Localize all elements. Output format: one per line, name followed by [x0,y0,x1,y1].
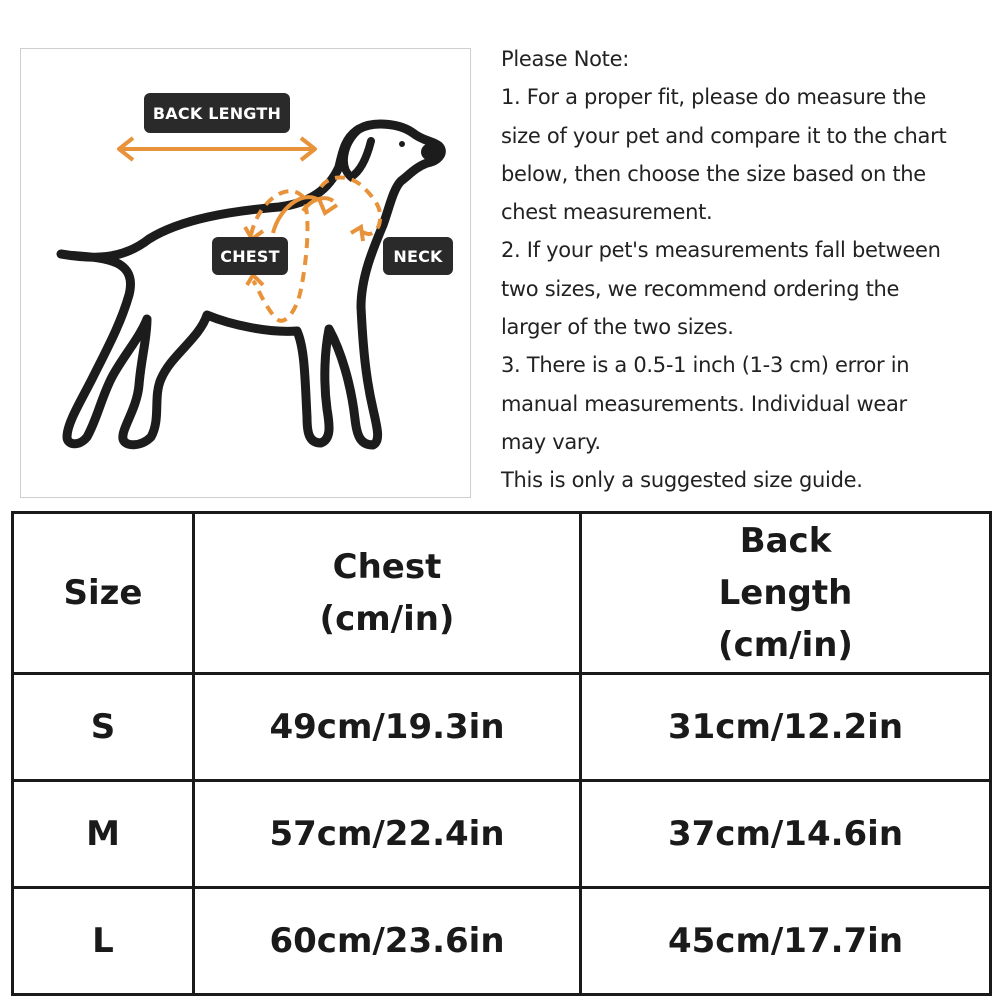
header-size: Size [13,513,194,674]
table-row [13,781,991,888]
cell-size: S [13,674,194,781]
cell-chest: 57cm/22.4in [194,781,581,888]
cell-back-length: 31cm/12.2in [581,674,991,781]
neck-label: NECK [383,237,453,275]
note-line: manual measurements. Individual wear [501,391,907,416]
note-line: chest measurement. [501,200,713,225]
table-row [13,674,991,781]
cell-size: L [13,888,194,995]
dog-eye [399,141,405,147]
note-line: This is only a suggested size guide. [501,468,863,493]
table-row [13,888,991,995]
cell-chest: 49cm/19.3in [194,674,581,781]
size-chart-table [11,511,992,996]
cell-back-length: 45cm/17.7in [581,888,991,995]
chest-label: CHEST [212,237,288,275]
note-line: Please Note: [501,47,630,71]
note-line: 1. For a proper fit, please do measure the [501,85,926,110]
dog-measurement-figure [20,48,471,498]
note-line: larger of the two sizes. [501,315,734,340]
cell-chest: 60cm/23.6in [194,888,581,995]
note-line: size of your pet and compare it to the chart [501,123,947,148]
note-line: two sizes, we recommend ordering the [501,276,900,301]
header-back-length: Back Length (cm/in) [581,513,991,674]
note-line: 2. If your pet's measurements fall between [501,238,941,263]
cell-back-length: 37cm/14.6in [581,781,991,888]
header-chest: Chest (cm/in) [194,513,581,674]
dog-outline [61,124,441,445]
note-line: may vary. [501,429,601,454]
back-length-label: BACK LENGTH [144,93,290,133]
dog-nose [421,143,441,161]
note-line: 3. There is a 0.5-1 inch (1-3 cm) error in [501,353,910,378]
note-line: below, then choose the size based on the [501,161,926,186]
table-header-row [13,513,991,674]
please-note-text [501,40,996,500]
dog-ear [344,131,371,177]
cell-size: M [13,781,194,888]
